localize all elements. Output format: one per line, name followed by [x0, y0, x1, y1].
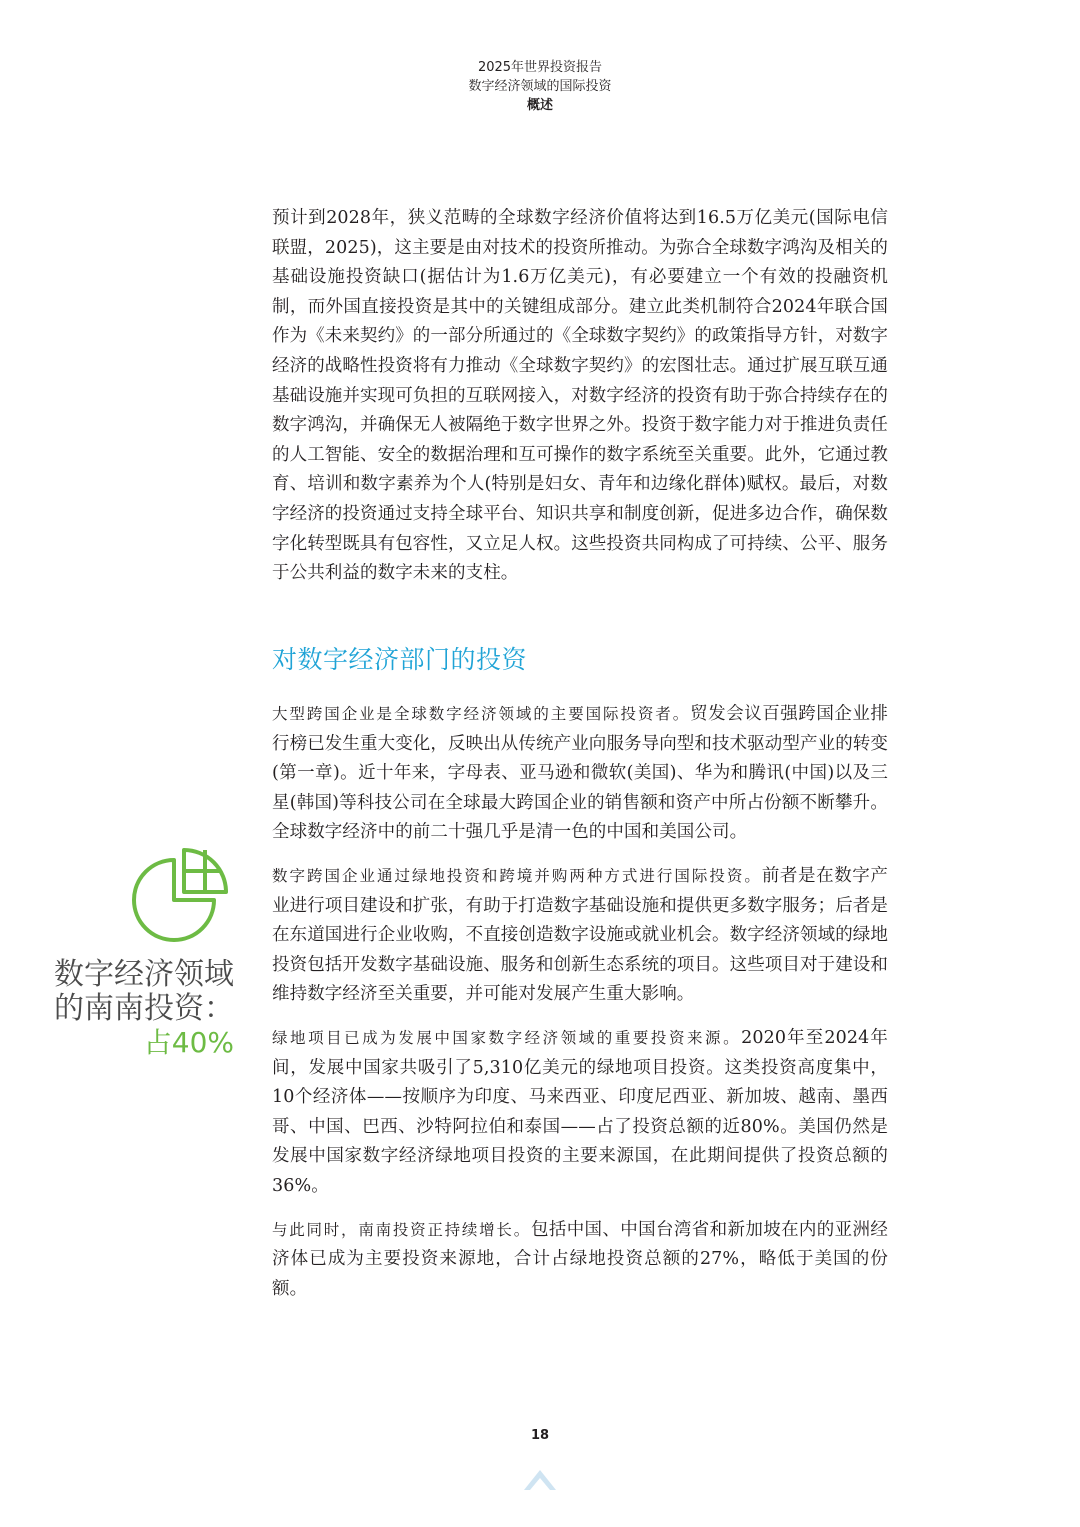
sidebar-value: 占40%: [143, 1026, 234, 1059]
paragraph-lead: 绿地项目已成为发展中国家数字经济领域的重要投资来源。: [272, 1028, 742, 1047]
report-title: 2025年世界投资报告: [477, 60, 603, 75]
up-arrow-icon[interactable]: [520, 1460, 560, 1500]
paragraph-body: 贸发会议百强跨国企业排行榜已发生重大变化，反映出从传统产业向服务导向型和技术驱动型产业的转变(第一章)。近十年来，字母表、亚马逊和微软(美国)、华为和腾讯(中国)以及三星(韩国)等科技公司在全球最大跨国企业的销售额和资产中所占份额不断攀升。全球数字经济中的前二十强几乎是清一色的中国和美国公司。: [272, 704, 888, 843]
paragraph-body: 前者是在数字产业进行项目建设和扩张，有助于打造数字基础设施和提供更多数字服务；后者是在东道国进行企业收购，不直接创造数字设施或就业机会。数字经济领域的绿地投资包括开发数字基础设施、服务和创新生态系统的项目。这些项目对于建设和维持数字经济至关重要，并可能对发展产生重大影响。: [272, 865, 888, 1005]
intro-paragraph: 预计到2028年，狭义范畴的全球数字经济价值将达到16.5万亿美元(国际电信联盟，2025)，这主要是由对技术的投资所推动。为弥合全球数字鸿沟及相关的基础设施投资缺口(据估计为1.6万亿美元)，有必要建立一个有效的投融资机制，而外国直接投资是其中的关键组成部分。建立此类机制符合2024年联合国作为《未来契约》的一部分所通过的《全球数字契约》的政策指导方针，对数字经济的战略性投资将有力推动《全球数字契约》的宏图壮志。通过扩展互联互通基础设施并实现可负担的互联网接入，对数字经济的投资有助于弥合持续存在的数字鸿沟，并确保无人被隔绝于数字世界之外。投资于数字能力对于推进负责任的人工智能、安全的数据治理和互可操作的数字系统至关重要。此外，它通过教育、培训和数字素养为个人(特别是妇女、青年和边缘化群体)赋权。最后，对数字经济的投资通过支持全球平台、知识共享和制度创新，促进多边合作，确保数字化转型既具有包容性，又立足人权。这些投资共同构成了可持续、公平、服务于公共利益的数字未来的支柱。: [272, 208, 888, 584]
pie-chart-icon: [128, 842, 232, 946]
running-header: [0, 58, 1080, 115]
paragraph-lead: 大型跨国企业是全球数字经济领域的主要国际投资者。: [272, 705, 691, 723]
sidebar-text: [54, 958, 234, 1026]
paragraph-body: 包括中国、中国台湾省和新加坡在内的亚洲经济体已成为主要投资来源地，合计占绿地投资总额的27%，略低于美国的份额。: [272, 1219, 888, 1299]
paragraph: [272, 1216, 888, 1305]
report-subtitle: 数字经济领域的国际投资: [468, 79, 612, 94]
paragraph-body: 2020年至2024年间，发展中国家共吸引了5,310亿美元的绿地项目投资。这类投资高度集中，10个经济体——按顺序为印度、马来西亚、印度尼西亚、新加坡、越南、墨西哥、中国、巴西、沙特阿拉伯和泰国——占了投资总额的近80%。美国仍然是发展中国家数字经济绿地项目投资的主要来源国，在此期间提供了投资总额的36%。: [272, 1027, 888, 1196]
section-title: 对数字经济部门的投资: [272, 645, 528, 674]
sidebar-callout: [54, 842, 234, 1060]
section-label: 概述: [526, 98, 553, 113]
intro-block: [272, 204, 888, 589]
paragraph: [272, 862, 888, 1010]
page-number: 18: [530, 1428, 550, 1443]
paragraph-lead: 与此同时，南南投资正持续增长。: [272, 1220, 531, 1239]
paragraph: [272, 1024, 888, 1202]
paragraph-lead: 数字跨国企业通过绿地投资和跨境并购两种方式进行国际投资。: [272, 866, 762, 885]
paragraph: [272, 700, 888, 848]
section-body: [272, 700, 888, 1318]
sidebar-text-line1: 数字经济领域: [54, 957, 234, 992]
sidebar-text-line2: 的南南投资：: [54, 991, 234, 1026]
